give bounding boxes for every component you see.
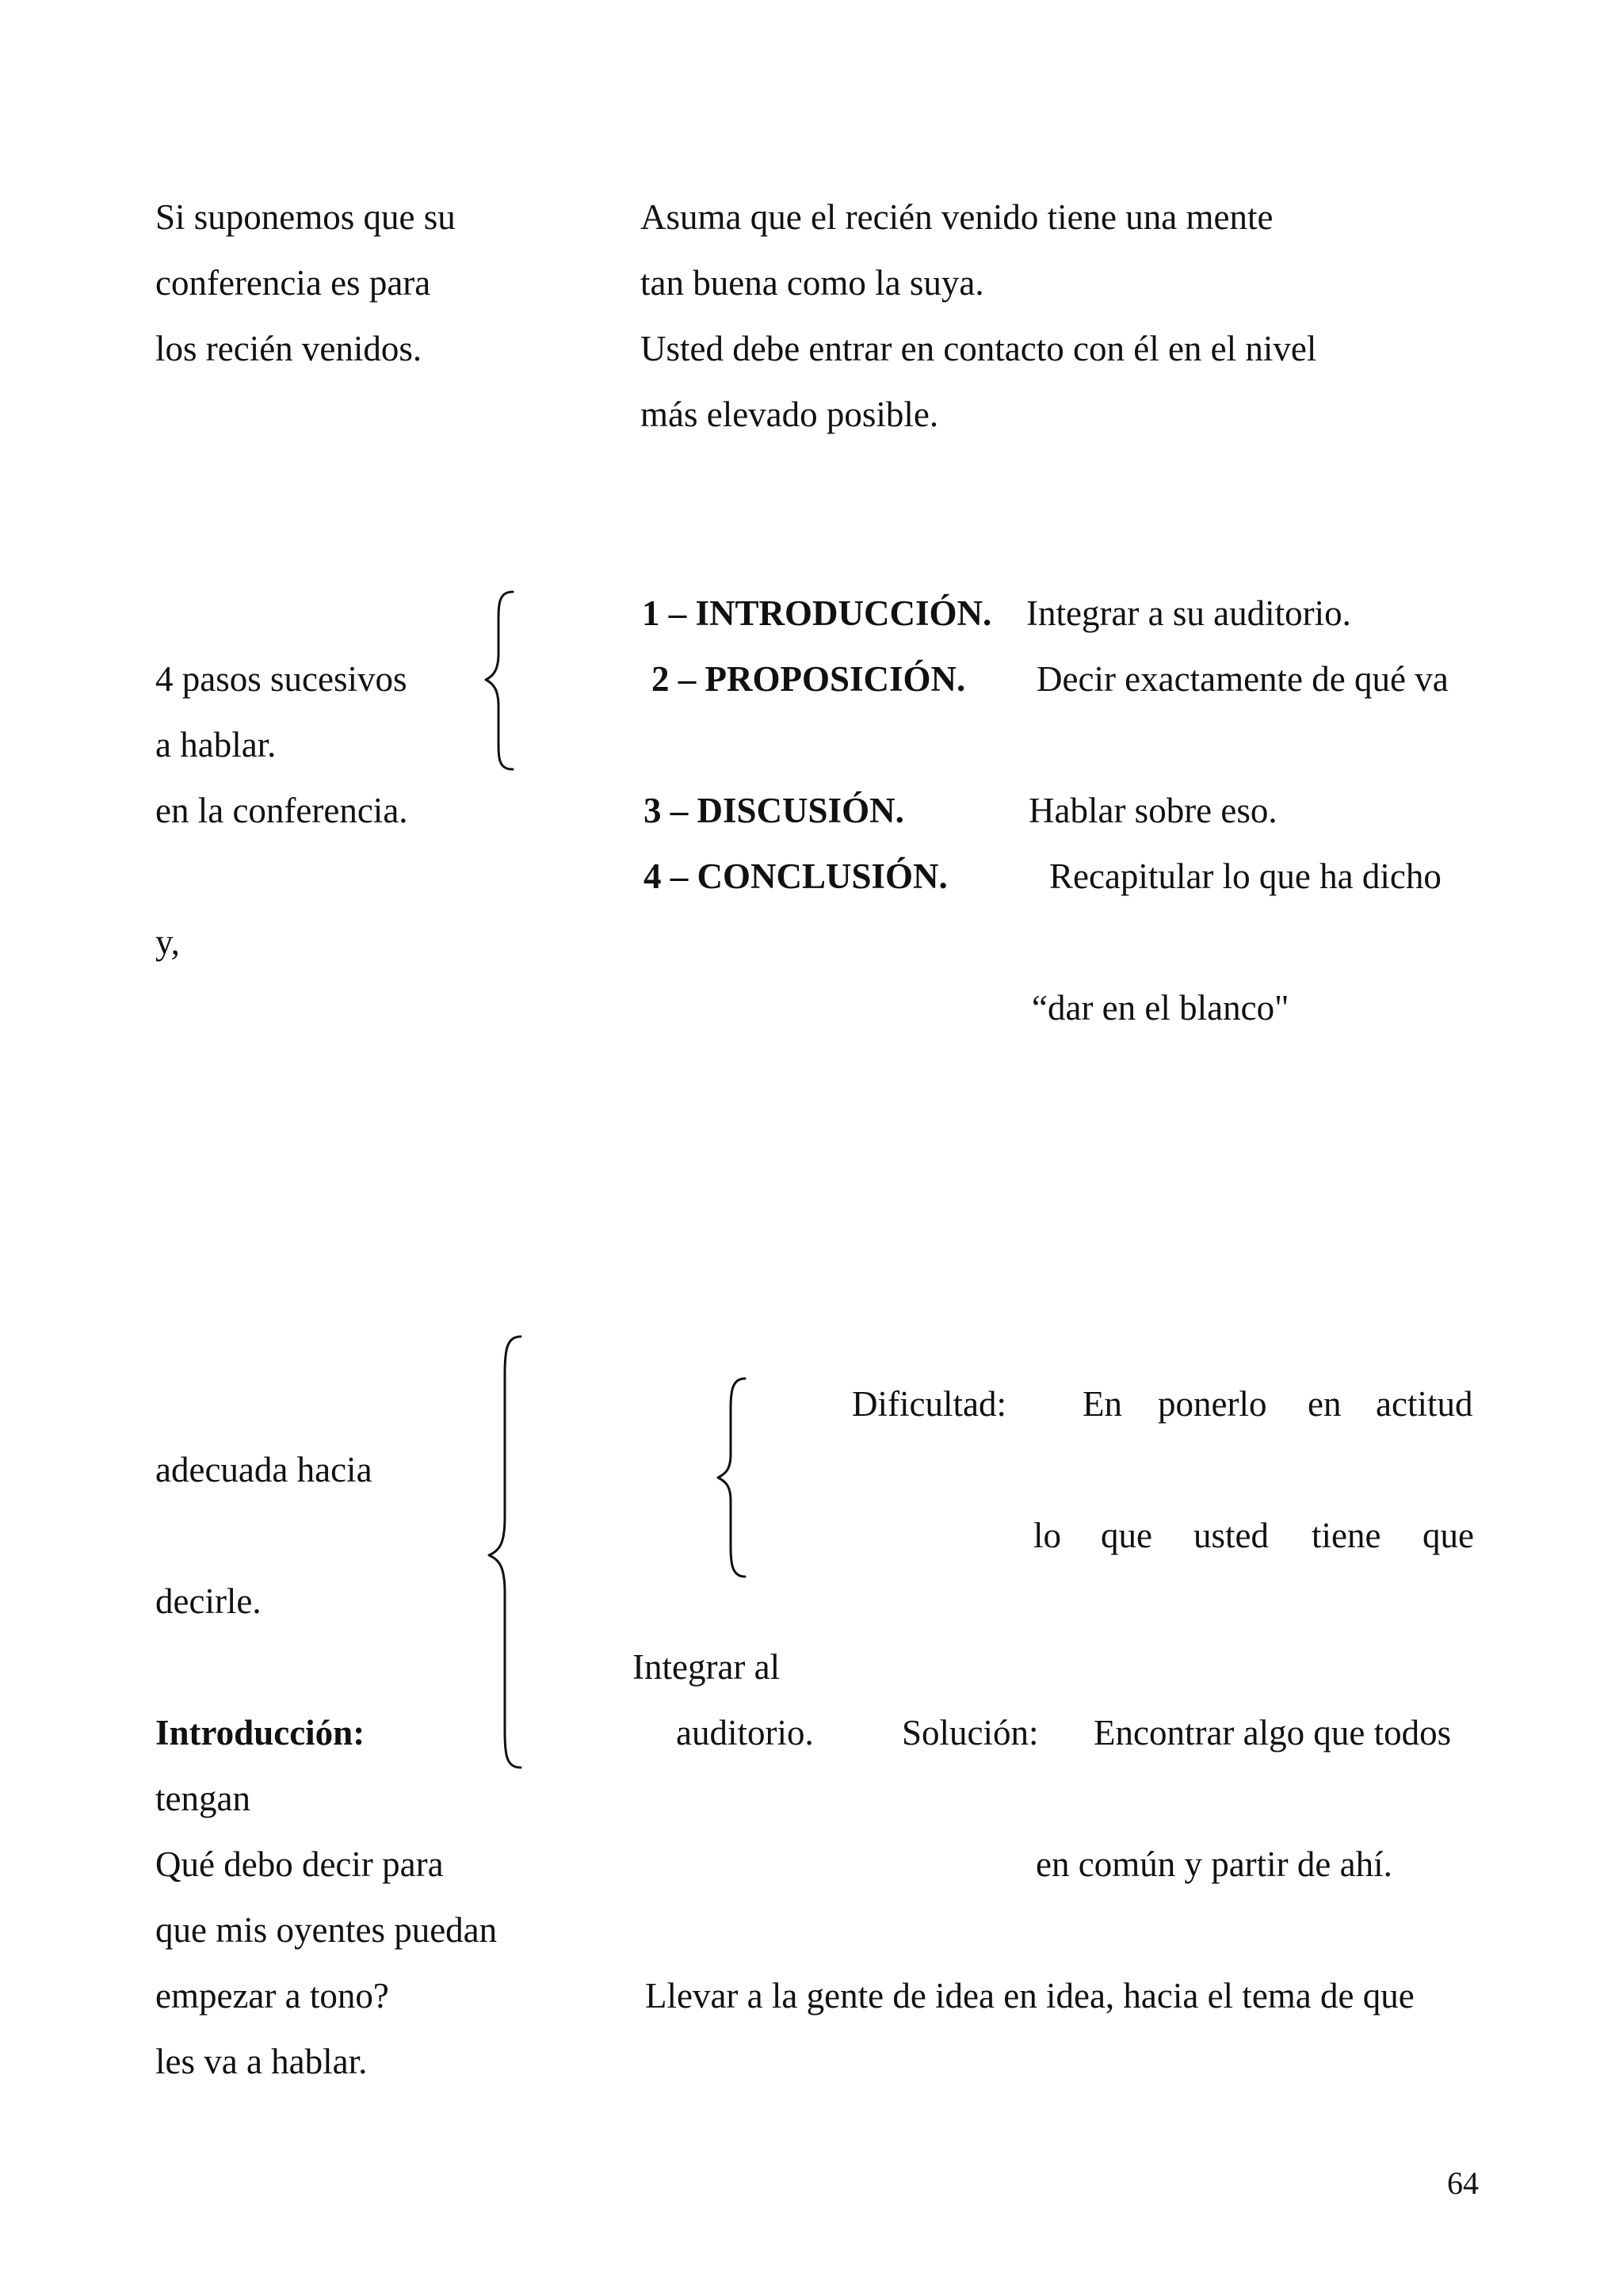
steps-brace bbox=[479, 590, 519, 772]
steps-left-line-4: y, bbox=[155, 922, 180, 962]
intro-left-line-5: Qué debo decir para bbox=[155, 1844, 444, 1884]
top-left-line-1: Si suponemos que su bbox=[155, 197, 456, 237]
difficulty-word-3: en bbox=[1308, 1384, 1342, 1424]
step-2-title: 2 – PROPOSICIÓN. bbox=[651, 659, 966, 699]
steps-left-line-2: a hablar. bbox=[155, 725, 277, 765]
difficulty-cont-word-5: que bbox=[1423, 1516, 1474, 1555]
step-4-title: 4 – CONCLUSIÓN. bbox=[643, 856, 948, 896]
intro-outer-brace bbox=[479, 1335, 527, 1771]
integrar-line-2: auditorio. bbox=[676, 1713, 814, 1753]
steps-left-line-1: 4 pasos sucesivos bbox=[155, 659, 407, 699]
intro-left-line-1: adecuada hacia bbox=[155, 1450, 372, 1489]
steps-left-line-3: en la conferencia. bbox=[155, 791, 408, 830]
intro-left-line-2: decirle. bbox=[155, 1581, 262, 1621]
top-right-line-4: más elevado posible. bbox=[640, 395, 939, 434]
step-3-title: 3 – DISCUSIÓN. bbox=[643, 791, 904, 830]
difficulty-cont-word-4: tiene bbox=[1312, 1516, 1381, 1555]
top-left-line-3: los recién venidos. bbox=[155, 329, 422, 368]
intro-left-line-7: empezar a tono? bbox=[155, 1976, 389, 2016]
difficulty-word-2: ponerlo bbox=[1158, 1384, 1267, 1424]
difficulty-cont-word-1: lo bbox=[1033, 1516, 1062, 1555]
top-right-line-1: Asuma que el recién venido tiene una mente bbox=[640, 197, 1274, 237]
difficulty-cont-word-2: que bbox=[1101, 1516, 1152, 1555]
intro-left-line-4: tengan bbox=[155, 1779, 250, 1818]
top-right-line-2: tan buena como la suya. bbox=[640, 263, 984, 303]
page-number: 64 bbox=[1447, 2165, 1479, 2201]
top-right-line-3: Usted debe entrar en contacto con él en el nivel bbox=[640, 329, 1317, 368]
solution-label: Solución: bbox=[902, 1713, 1039, 1753]
step-2-text: Decir exactamente de qué va bbox=[1037, 659, 1449, 699]
lead-text: Llevar a la gente de idea en idea, hacia el tema de que bbox=[645, 1976, 1415, 2016]
step-4-text: Recapitular lo que ha dicho bbox=[1049, 856, 1442, 896]
step-3-text: Hablar sobre eso. bbox=[1029, 791, 1277, 830]
difficulty-word-4: actitud bbox=[1376, 1384, 1473, 1424]
difficulty-word-1: En bbox=[1083, 1384, 1122, 1424]
difficulty-label: Dificultad: bbox=[852, 1384, 1006, 1424]
solution-text: Encontrar algo que todos bbox=[1094, 1713, 1452, 1753]
top-left-line-2: conferencia es para bbox=[155, 263, 431, 303]
difficulty-cont-word-3: usted bbox=[1193, 1516, 1269, 1555]
intro-heading: Introducción: bbox=[155, 1713, 365, 1753]
steps-quote: “dar en el blanco" bbox=[1032, 988, 1289, 1028]
intro-left-line-8: les va a hablar. bbox=[155, 2042, 368, 2081]
intro-left-line-6: que mis oyentes puedan bbox=[155, 1910, 498, 1950]
intro-inner-brace bbox=[712, 1377, 751, 1579]
step-1-text: Integrar a su auditorio. bbox=[1026, 593, 1351, 633]
step-1-title: 1 – INTRODUCCIÓN. bbox=[642, 593, 992, 633]
integrar-line-1: Integrar al bbox=[632, 1647, 781, 1687]
solution-continuation: en común y partir de ahí. bbox=[1036, 1844, 1392, 1884]
